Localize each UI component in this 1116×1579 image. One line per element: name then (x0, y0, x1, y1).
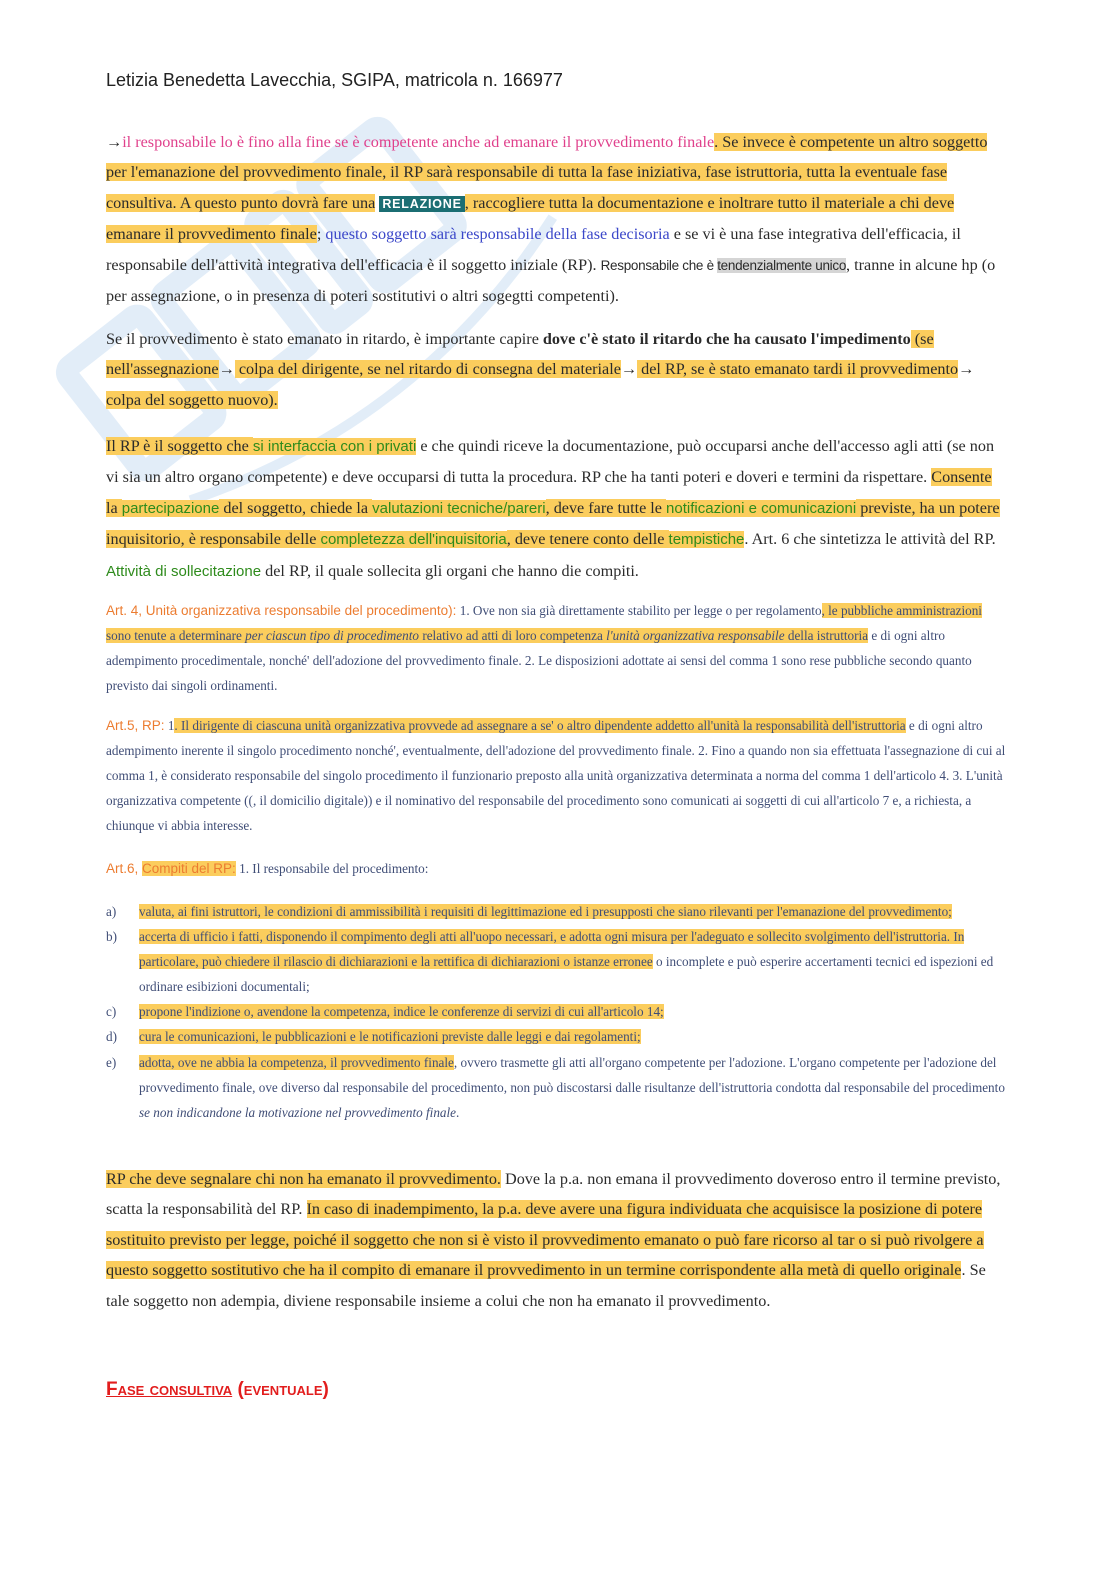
paragraph-inadempimento: RP che deve segnalare chi non ha emanato il provvedimento. Dove la p.a. non emana il provvedimento doveroso entro il termine previsto, scatta la responsabilità del RP. In caso di inadempimento, la p.a. deve avere una figura individuata che acquisisce la posizione di potere sostituito previsto per legge, poiché il soggetto che non si è visto il provvedimento emanato o può fare ricorso al tar o si può rivolgere a questo soggetto sostitutivo che ha il compito di emanare il provvedimento in un termine corrispondente alla metà di quello originale. Se tale soggetto non adempia, diviene responsabile insieme a colui che non ha emanato il provvedimento. (106, 1170, 1001, 1310)
compiti-rp-title: Compiti del RP: (142, 861, 236, 876)
list-item: e) adotta, ove ne abbia la competenza, il provvedimento finale, ovvero trasmette gli atti all'organo competente per l'adozione. L'organo competente per l'adozione del provvedimento finale, ove diverso dal responsabile del procedimento, non può discostarsi dalle risultanze dell'istruttoria condotta dal responsabile del procedimento se non indicandone la motivazione nel provvedimento finale. (106, 1054, 1005, 1120)
relazione-badge: RELAZIONE (379, 196, 464, 212)
paragraph-ritardo: Se il provvedimento è stato emanato in ritardo, è importante capire dove c'è stato il ritardo che ha causato l'impedimento (se nell'assegnazione→ colpa del dirigente, se nel ritardo di consegna del materiale→ del RP, se è stato emanato tardi il provvedimento→ colpa del soggetto nuovo). (106, 330, 975, 409)
page-header-author: Letizia Benedetta Lavecchia, SGIPA, matricola n. 166977 (106, 70, 563, 90)
list-item: a) valuta, ai fini istruttori, le condizioni di ammissibilità i requisiti di legittimazione ed i presupposti che siano rilevanti per l'emanazione del provvedimento; (106, 904, 952, 919)
arrow-icon: → (218, 360, 235, 379)
paragraph-rp-privati: Il RP è il soggetto che si interfaccia con i privati e che quindi riceve la documentazione, può occuparsi anche dell'accesso agli atti (se non vi sia un altro organo competente) e deve occuparsi di tutta la procedura. RP che ha tanti poteri e doveri e termini da rispettare. Consente la partecipazione del soggetto, chiede la valutazioni tecniche/pareri, deve fare tutte le notificazioni e comunicazioni previste, ha un potere inquisitorio, è responsabile delle completezza dell'inquisitoria, deve tenere conto delle tempistiche. Art. 6 che sintetizza le attività del RP. Attività di sollecitazione del RP, il quale sollecita gli organi che hanno die compiti. (106, 437, 1000, 580)
article-6-list (106, 899, 1006, 1125)
list-item: c) propone l'indizione o, avendone la competenza, indice le conferenze di servizi di cui all'articolo 14; (106, 1004, 664, 1020)
article-4: Art. 4, Unità organizzativa responsabile del procedimento): 1. Ove non sia già direttamente stabilito per legge o per regolamento, le pubbliche amministrazioni sono tenute a determinare per ciascun tipo di procedimento relativo ad atti di loro competenza l'unità organizzativa responsabile della istruttoria e di ogni altro adempimento procedimentale, nonché' dell'adozione del provvedimento finale. 2. Le disposizioni adottate ai sensi del comma 1 sono rese pubbliche secondo quanto previsto dai singoli ordinamenti. (106, 603, 982, 694)
article-6: Art.6, Compiti del RP: 1. Il responsabile del procedimento: (106, 861, 429, 876)
paragraph-responsabile: →il responsabile lo è fino alla fine se è competente anche ad emanare il provvedimento finale. Se invece è competente un altro soggetto per l'emanazione del provvedimento finale, il RP sarà responsabile di tutta la fase iniziativa, fase istruttoria, tutta la eventuale fase consultiva. A questo punto dovrà fare una RELAZIONE , raccogliere tutta la documentazione e inoltrare tutto il materiale a chi deve emanare il provvedimento finale; questo soggetto sarà responsabile della fase decisoria e se vi è una fase integrativa dell'efficacia, il responsabile dell'attività integrativa dell'efficacia è il soggetto iniziale (RP). Responsabile che è tendenzialmente unico, tranne in alcune hp (o per assegnazione, o in presenza di poteri sostitutivi o altri sogegtti competenti). (106, 133, 996, 306)
list-item: b) accerta di ufficio i fatti, disponendo il compimento degli atti all'uopo necessari, e adotta ogni misura per l'adeguato e sollecito svolgimento dell'istruttoria. In particolare, può chiedere il rilascio di dichiarazioni e la rettifica di dichiarazioni o istanze erronee o incomplete e può esperire accertamenti tecnici ed ispezioni ed ordinare esibizioni documentali; (106, 929, 994, 995)
arrow-icon: → (106, 133, 123, 151)
arrow-icon: → (620, 360, 638, 379)
list-item: d) cura le comunicazioni, le pubblicazioni e le notificazioni previste dalle leggi e dai regolamenti; (106, 1029, 641, 1045)
arrow-icon: → (958, 360, 975, 379)
article-5: Art.5, RP: 1. Il dirigente di ciascuna unità organizzativa provvede ad assegnare a se' o altro dipendente addetto all'unità la responsabilità dell'istruttoria e di ogni altro adempimento inerente il singolo procedimento nonché', eventualmente, dell'adozione del provvedimento finale. 2. Fino a quando non sia effettuata l'assegnazione di cui al comma 1, è considerato responsabile del singolo procedimento il funzionario preposto alla unità organizzativa determinata a norma del comma 1 dell'articolo 4. 3. L'unità organizzativa competente ((, il domicilio digitale)) e il nominativo del responsabile del procedimento sono comunicati ai soggetti di cui all'articolo 7 e, a richiesta, a chiunque vi abbia interesse. (106, 718, 1006, 834)
section-heading-fase-consultiva: Fase consultiva (eventuale) (106, 1379, 329, 1400)
